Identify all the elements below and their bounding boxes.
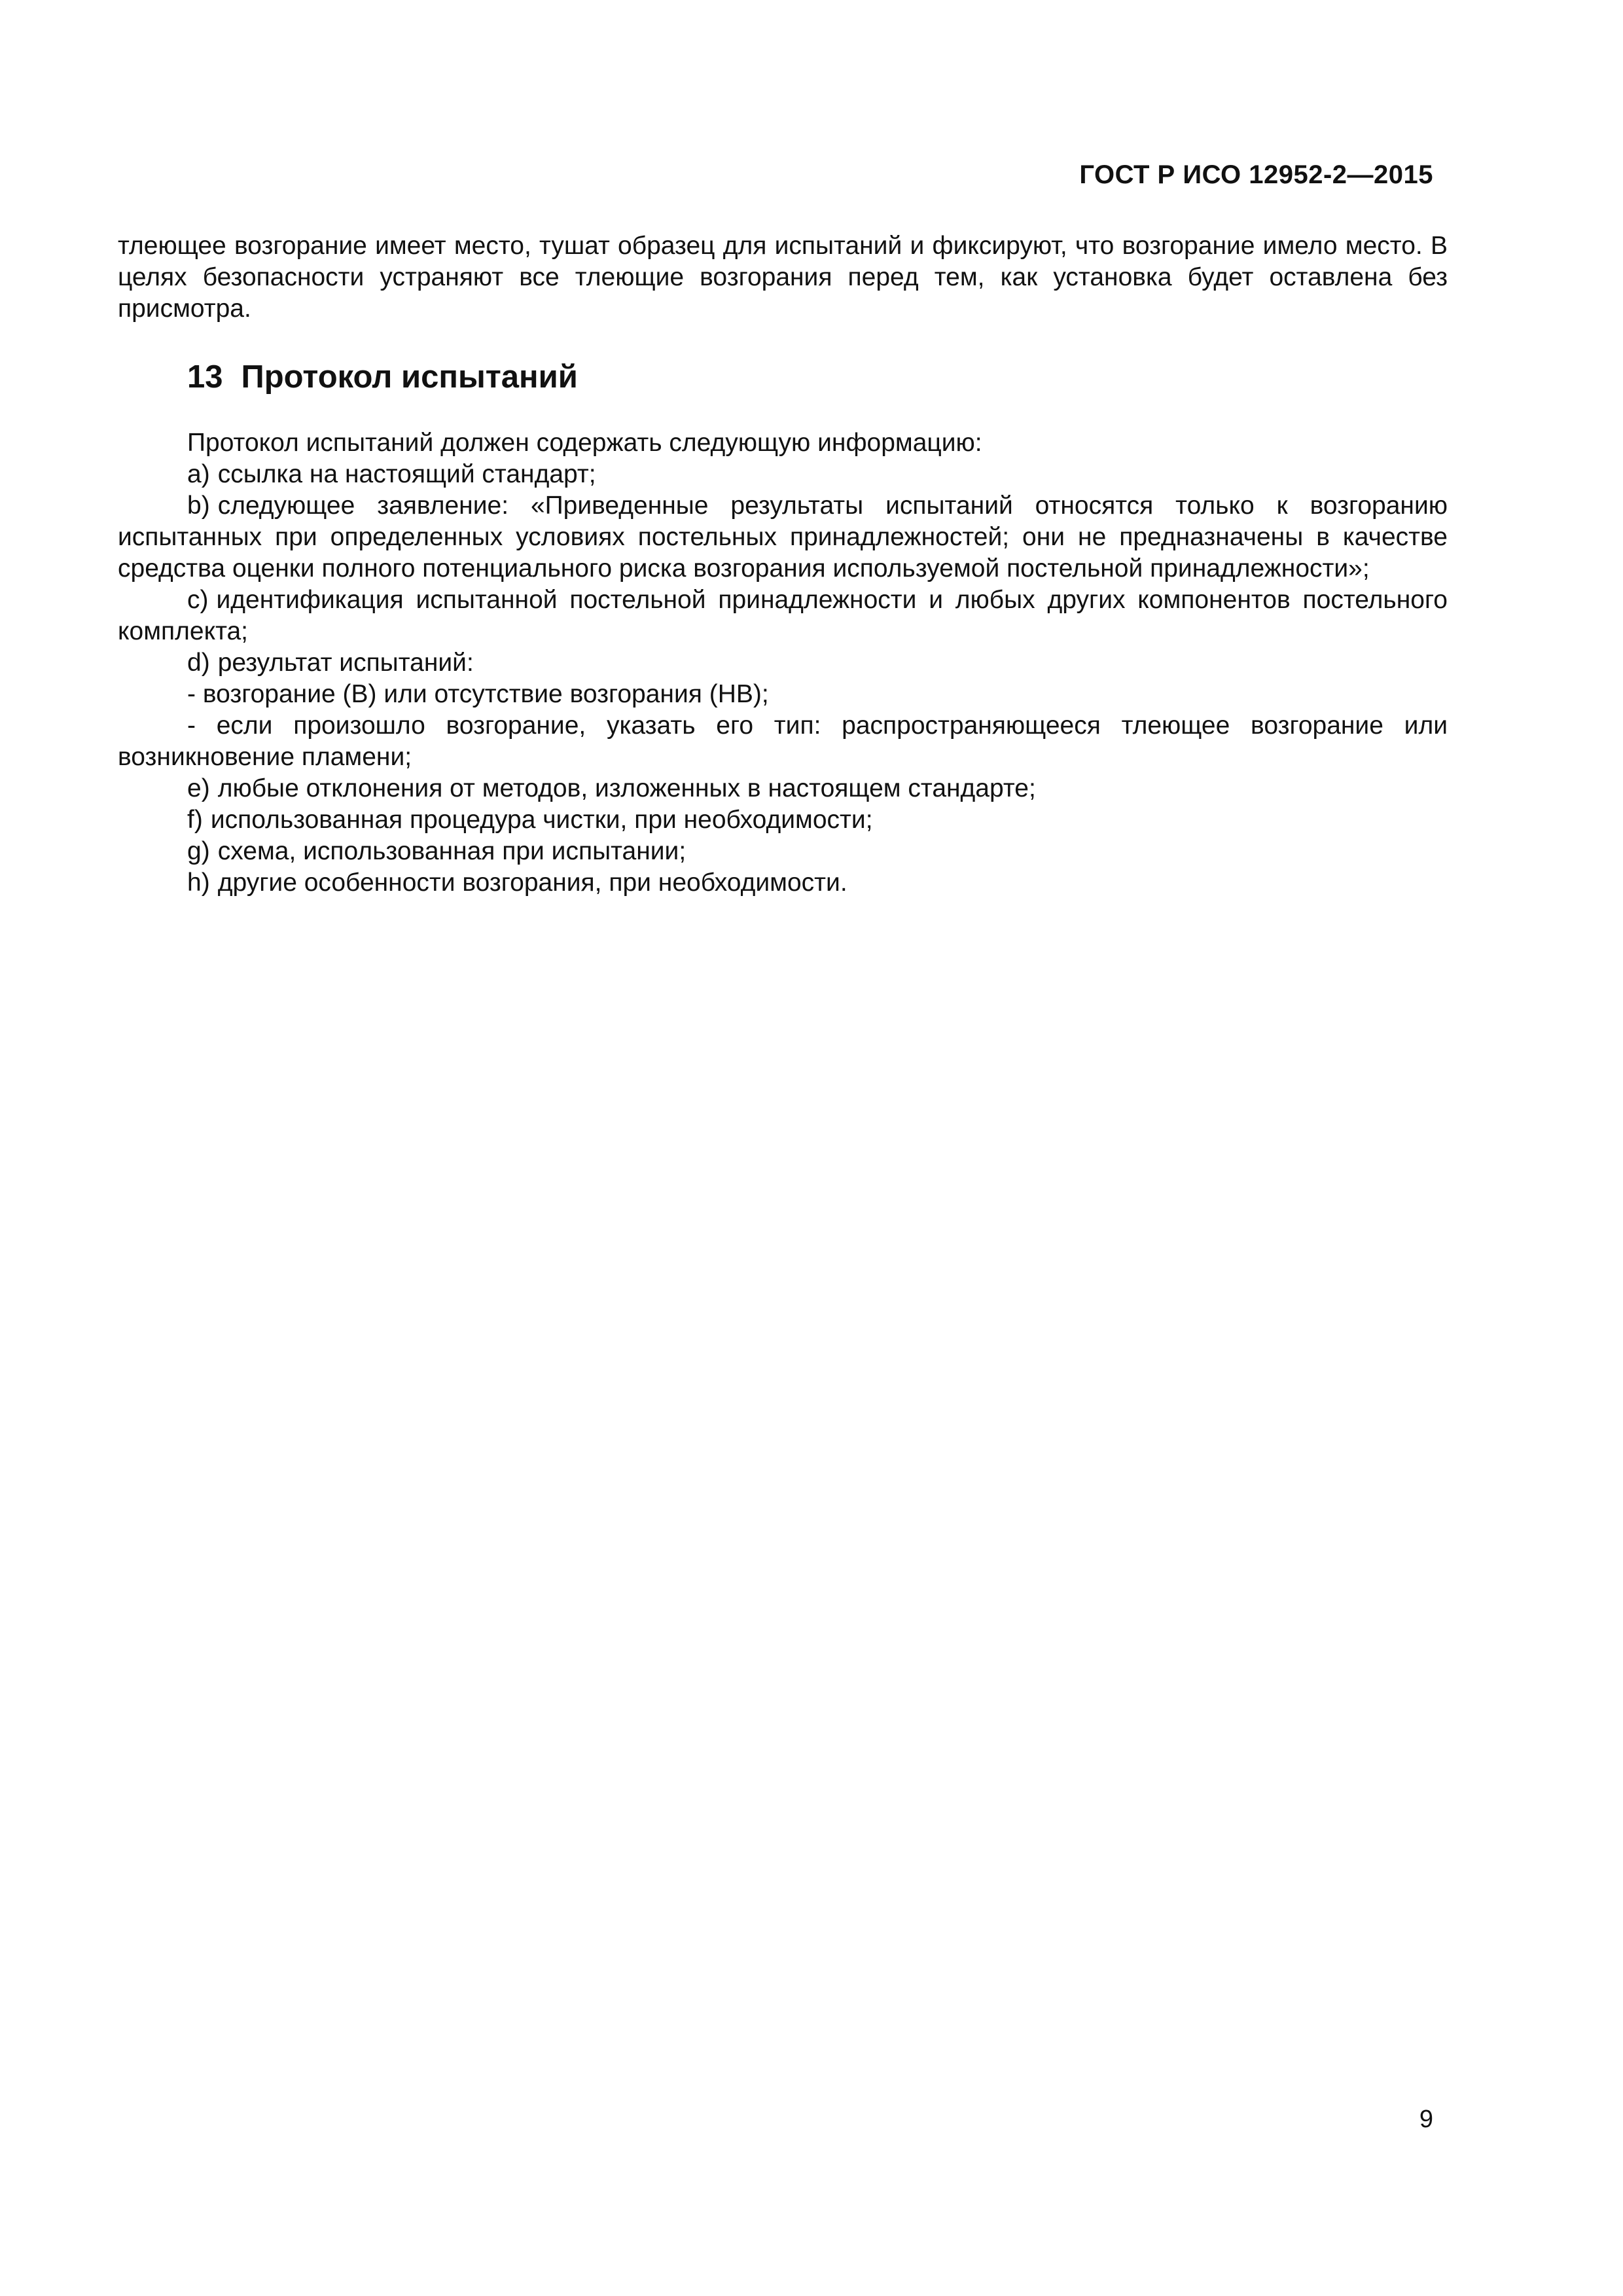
protocol-lead: Протокол испытаний должен содержать следующую информацию: — [187, 429, 982, 457]
sub-item: - возгорание (В) или отсутствие возгорания (НВ); — [187, 680, 769, 708]
list-item-label: e) — [187, 774, 210, 802]
list-item-label: a) — [187, 460, 210, 488]
protocol-list — [118, 427, 1448, 899]
standard-designation: ГОСТ Р ИСО 12952-2—2015 — [1079, 160, 1433, 189]
section-title: Протокол испытаний — [241, 359, 578, 395]
list-item-text: результат испытаний: — [217, 649, 474, 677]
list-item-label: d) — [187, 649, 210, 677]
list-item-label: c) — [187, 586, 209, 614]
list-item — [118, 836, 1448, 867]
list-item — [118, 490, 1448, 584]
list-item — [118, 647, 1448, 679]
list-item-text: идентификация испытанной постельной принадлежности и любых других компонентов постельного комплекта; — [118, 586, 1448, 645]
page-number: 9 — [1419, 2106, 1433, 2133]
list-item-label: f) — [187, 806, 203, 834]
list-item-text: другие особенности возгорания, при необходимости. — [217, 869, 847, 897]
list-item — [118, 867, 1448, 899]
list-item — [118, 773, 1448, 804]
sub-item: - если произошло возгорание, указать его тип: распространяющееся тлеющее возгорание или возникновение пламени; — [118, 711, 1448, 771]
list-item-text: схема, использованная при испытании; — [217, 837, 687, 865]
list-item — [118, 584, 1448, 647]
list-item-label: h) — [187, 869, 210, 897]
section-heading — [118, 357, 1448, 397]
section-number: 13 — [187, 359, 223, 395]
intro-paragraph: тлеющее возгорание имеет место, тушат образец для испытаний и фиксируют, что возгорание имело место. В целях безопасности устраняют все тлеющие возгорания перед тем, как установка будет оставлена без присмотра. — [118, 232, 1448, 323]
document-body — [118, 230, 1448, 899]
list-item — [118, 804, 1448, 836]
list-item — [118, 459, 1448, 490]
list-item-text: любые отклонения от методов, изложенных в настоящем стандарте; — [217, 774, 1036, 802]
list-item-label: g) — [187, 837, 210, 865]
list-item-text: следующее заявление: «Приведенные результаты испытаний относятся только к возгоранию испытанных при определенных условиях постельных принадлежностей; они не предназначены в качестве средства оценки полного потенциального риска возгорания используемой постельной принадлежности»; — [118, 492, 1448, 583]
list-item-label: b) — [187, 492, 210, 520]
list-item-text: ссылка на настоящий стандарт; — [217, 460, 596, 488]
list-item-text: использованная процедура чистки, при необходимости; — [210, 806, 873, 834]
